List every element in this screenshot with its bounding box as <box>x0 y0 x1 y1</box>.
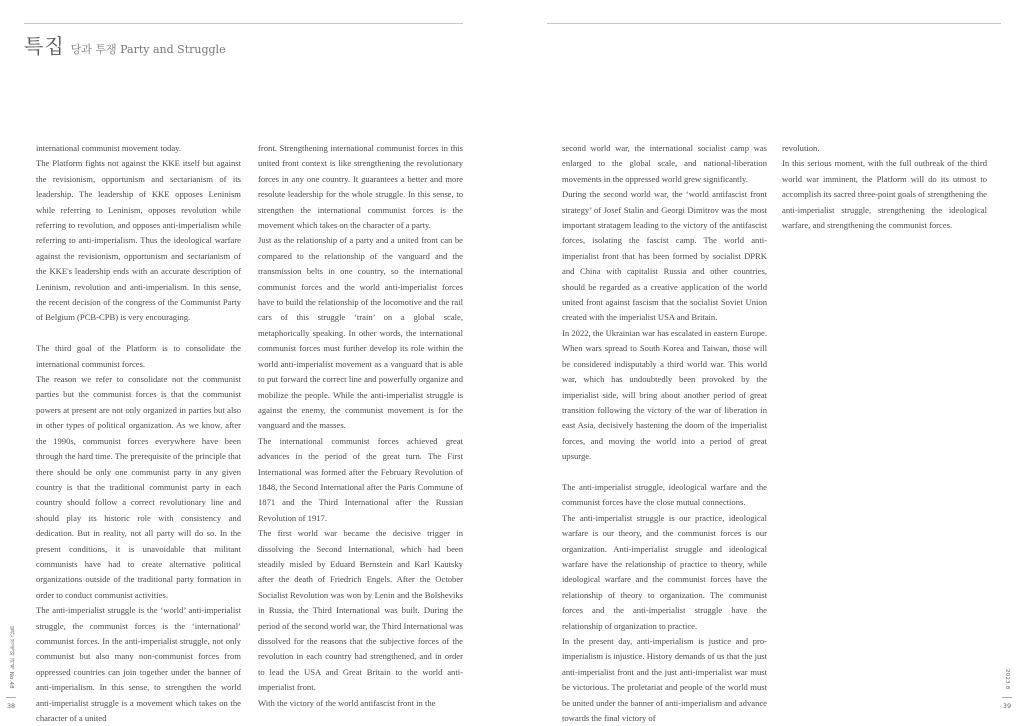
issue-date: 2023.8 <box>1004 668 1010 689</box>
running-header <box>24 30 226 59</box>
folio-divider <box>6 697 16 698</box>
paragraph: revolution. <box>782 143 820 153</box>
folio-right <box>1000 669 1014 710</box>
header-rule-right <box>547 23 1001 24</box>
paragraph: With the victory of the world antifascist front in the <box>258 697 436 708</box>
section-subtitle: 당과 투쟁 Party and Struggle <box>70 43 226 56</box>
text-column-1 <box>36 141 241 726</box>
header-rule-left <box>24 23 463 24</box>
paragraph: The third goal of the Platform is to consolidate the international communist forces. <box>36 343 241 369</box>
text-column-4 <box>782 141 987 233</box>
paragraph: The anti-imperialist struggle is our practice, ideological warfare is our theory, and the communist forces is our organization. Anti-imperialist struggle and ideological warfare have the relationship of practice to theory, while ideological warfare and the communist forces have the relationship of theory to organization. The communist forces and the anti-imperialist struggle have the relationship of organization to practice. <box>562 512 767 631</box>
text-column-3 <box>562 141 767 726</box>
paragraph: In 2022, the Ukrainian war has escalated in eastern Europe. When wars spread to South Korea and Taiwan, those will be considered indisputably a third world war. This world war, which has undoubtedly been provoked by the imperialist side, will bring about another period of great transition following the victory of the war of liberation in east Asia, decisively hastening the doom of the imperialist forces, and moving the world into a period of great upsurge. <box>562 327 767 462</box>
paragraph: The reason we refer to consolidate not the communist parties but the communist forces is that the communist powers at present are not only organized in parties but also in other types of political organization. As we know, after the 1990s, communist forces everywhere have been through the hard time. The prerequisite of the principle that there should be only one communist party in any given country is that the traditional communist party in each country should follow a correct revolutionary line and should play its historic role with consistency and dedication. But in reality, not all party will do so. In the present conditions, it is unavoidable that militant communists have had to create alternative political organizations outside of the traditional party formation in order to conduct communist activities. <box>36 374 241 600</box>
paragraph: The Platform fights not against the KKE itself but against the revisionism, opportunism and sectarianism of its leadership. The leadership of KKE opposes Leninism while referring to Leninism, opposes revolution while referring to revolution, and opposes anti-imperialism while referring to anti-imperialism. Thus the ideological warfare against the revisionism, opportunism and sectarianism of the KKE's leadership ends with an accurate description of Leninism, revolution and anti-imperialism. In this sense, the recent decision of the congress of the Communist Party of Belgium (PCB-CPB) is very encouraging. <box>36 158 241 323</box>
paragraph: Just as the relationship of a party and a united front can be compared to the relationship of the vanguard and the transmission belts in one country, so the international communist forces and the world anti-imperialist forces have to build the relationship of the locomotive and the rail cars of this struggle ‘train’ on a global scale, metaphorically speaking. In other words, the international communist forces must further develop its role within the world anti-imperialist movement as a vanguard that is able to put forward the correct line and powerfully organize and mobilize the people. While the anti-imperialist struggle is against the enemy, the communist movement is for the vanguard and the masses. <box>258 235 463 431</box>
text-column-2 <box>258 141 463 711</box>
paragraph: international communist movement today. <box>36 143 182 153</box>
paragraph: During the second world war, the ‘world antifascist front strategy’ of Josef Stalin and Georgi Dimitrov was the most important stratagem leading to the victory of the antifascist forces, isolating the fascist camp. The world anti-imperialist front that has been formed by socialist DPRK and China with capitalist Russia and other countries, should be regarded as a creative application of the world united front against fascism that the socialist Soviet Union created with the imperialist USA and Britain. <box>562 189 767 323</box>
paragraph: In this serious moment, with the full outbreak of the third world war imminent, the Platform will do its utmost to accomplish its sacred three-point goals of strengthening the anti-imperialist struggle, strengthening the ideological warfare, and strengthening the communist forces. <box>782 158 987 231</box>
paragraph: The first world war became the decisive trigger in dissolving the Second International, which had been steadily misled by Eduard Bernstein and Karl Kautsky after the death of Friedrich Engels. After the October Socialist Revolution was won by Lenin and the Bolsheviks in Russia, the Third International was built. During the period of the second world war, the Third International was dissolved for the reasons that the subjective forces of the revolution in each country had strengthened, and in order to lead the USA and Great Britain to the world anti-imperialist front. <box>258 528 463 693</box>
page-number: 39 <box>1002 702 1012 710</box>
folio-divider <box>1002 697 1012 698</box>
paragraph: front. Strengthening international communist forces in this united front context is like strengthening the revolutionary forces in any one country. It guarantees a better and more resolute leadership for the whole struggle. In this sense, to strengthen the international communist forces is the movement which takes on the character of a party. <box>258 143 463 231</box>
publication-name: 월간 정세와 과제 No.48 <box>8 626 14 689</box>
paragraph: second world war, the international socialist camp was enlarged to the global scale, and national-liberation movements in the oppressed world grew significantly. <box>562 143 767 184</box>
section-label: 특집 <box>24 34 65 58</box>
paragraph: The international communist forces achieved great advances in the period of the great turn. The First International was formed after the February Revolution of 1848, the Second International after the Paris Commune of 1871 and the Third International after the Russian Revolution of 1917. <box>258 435 463 523</box>
page-number: 38 <box>6 702 16 710</box>
paragraph: In the present day, anti-imperialism is justice and pro-imperialism is injustice. History demands of us that the just anti-imperialist front and the just anti-imperialist war must be victorious. The proletariat and people of the world must be united under the banner of anti-imperialism and advance towards the final victory of <box>562 635 767 724</box>
paragraph: The anti-imperialist struggle is the ‘world’ anti-imperialist struggle, the communist forces is the ‘international’ communist forces. In the anti-imperialist struggle, not only communist but also many non-communist forces from oppressed countries can join together under the banner of anti-imperialism. In this sense, to strengthen the world anti-imperialist struggle is a movement which takes on the character of a united <box>36 605 241 724</box>
paragraph: The anti-imperialist struggle, ideological warfare and the communist forces have the close mutual connections. <box>562 481 767 508</box>
folio-left <box>4 626 18 710</box>
